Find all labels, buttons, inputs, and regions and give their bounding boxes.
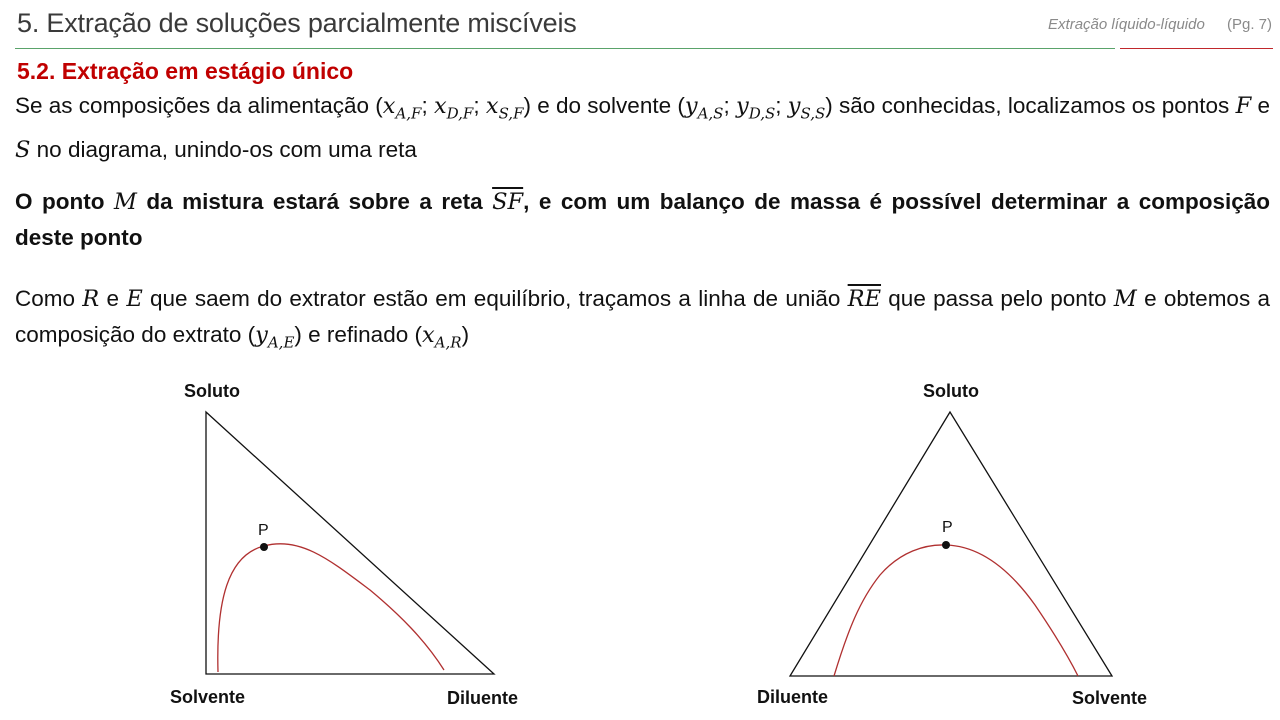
math-E: E [126, 286, 143, 312]
text-run: e obtemos a composição do extrato ( [15, 286, 1270, 347]
math-xAF: $x_{A,F}$ [382, 93, 422, 123]
text-run: ; [775, 93, 788, 118]
math-S: S [15, 136, 31, 163]
text-run: ) e refinado ( [294, 322, 422, 347]
text-run: no diagrama, unindo-os com uma reta [30, 136, 417, 162]
text-run: ; [473, 93, 486, 118]
vertex-label-bottom-left: Diluente [757, 687, 829, 707]
math-M: M [113, 189, 137, 215]
text-run: Como [15, 286, 83, 311]
text-run: que saem do extrator estão em equilíbrio, traçamos a linha de união [142, 286, 848, 311]
slide-title: 5. Extração de soluções parcialmente miscíveis [17, 8, 577, 38]
text-run: ; [421, 93, 434, 118]
text-run: ; [723, 93, 736, 118]
triangle-outline [790, 412, 1112, 676]
math-R: R [82, 286, 100, 312]
plait-point-label: P [942, 519, 953, 536]
math-yAS: $y_{A,S}$ [684, 93, 724, 123]
text-run: ) e do solvente ( [523, 93, 685, 118]
text-run: ) [461, 322, 470, 347]
math-xDF: $x_{D,F}$ [433, 93, 474, 123]
text-run: O ponto [15, 189, 114, 214]
plait-point-label: P [258, 522, 269, 539]
binodal-curve [834, 545, 1078, 676]
math-M: M [1113, 286, 1137, 312]
math-xSF: $x_{S,F}$ [485, 93, 524, 123]
math-yAE: $y_{A,E}$ [255, 322, 295, 352]
page-number: (Pg. 7) [1226, 16, 1272, 33]
math-F: F [1235, 93, 1252, 119]
vertex-label-top: Soluto [184, 381, 240, 401]
math-ySS: $y_{S,S}$ [787, 93, 826, 123]
text-run: e [99, 286, 127, 311]
text-run: Se as composições da alimentação ( [15, 93, 383, 118]
vertex-label-bottom-right: Diluente [447, 688, 519, 708]
vertex-label-bottom-right: Solvente [1072, 688, 1148, 708]
math-SF-segment: $\overline{SF}$ [492, 189, 524, 215]
text-run: e [1251, 93, 1270, 118]
text-run: ) são conhecidas, localizamos os pontos [825, 93, 1236, 118]
math-xAR: $x_{A,R}$ [421, 322, 462, 352]
plait-point-marker [942, 541, 950, 549]
math-RE-segment: $\overline{RE}$ [847, 286, 882, 312]
text-run: , e com um balanço de massa é possível determinar a composição deste ponto [15, 189, 1271, 250]
text-run: que passa pelo ponto [881, 286, 1114, 311]
text-run: da mistura estará sobre a reta [136, 189, 493, 214]
vertex-label-top: Soluto [923, 381, 979, 401]
section-title: 5.2. Extração em estágio único [17, 58, 354, 84]
header-subject: Extração líquido-líquido [1048, 16, 1205, 33]
math-yDS: $y_{D,S}$ [735, 93, 776, 123]
vertex-label-bottom-left: Solvente [170, 687, 246, 707]
